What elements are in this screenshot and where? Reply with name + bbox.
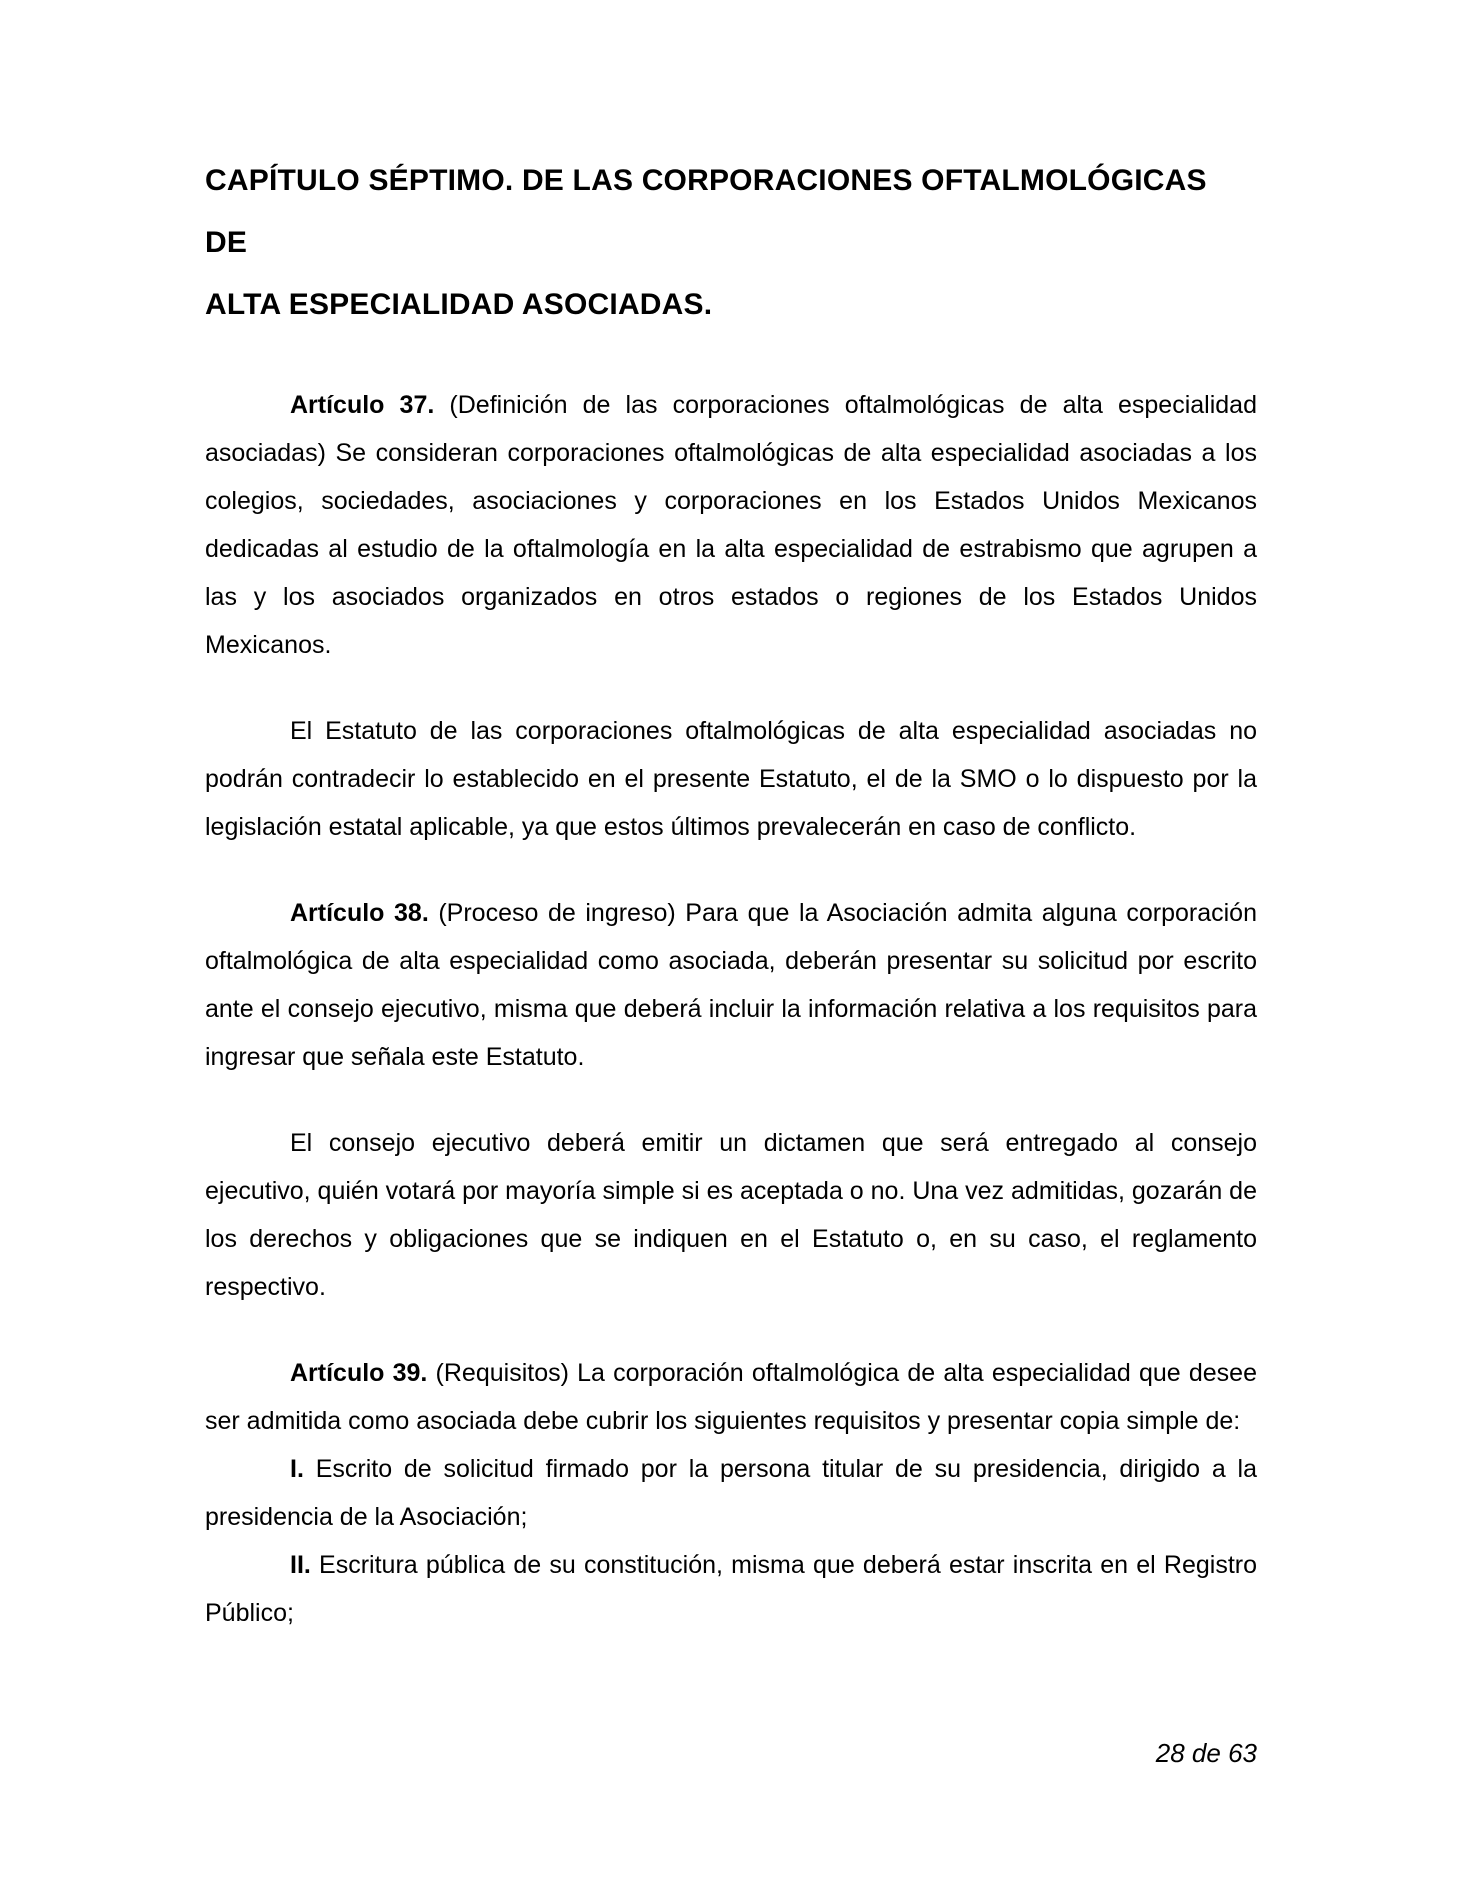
article-38-paragraph — [205, 889, 1257, 1081]
page-title — [205, 150, 1257, 336]
page-title-line-1: CAPÍTULO SÉPTIMO. DE LAS CORPORACIONES OFTALMOLÓGICAS DE — [205, 164, 1207, 259]
article-39-paragraph — [205, 1349, 1257, 1445]
requirement-item-2-numeral: II. — [290, 1551, 311, 1579]
article-38-text: (Proceso de ingreso) Para que la Asociación admita alguna corporación oftalmológica de alta especialidad como asociada, deberán presentar su solicitud por escrito ante el consejo ejecutivo, misma que deberá incluir la información relativa a los requisitos para ingresar que señala este Estatuto. — [205, 899, 1257, 1071]
estatuto-paragraph: El Estatuto de las corporaciones oftalmológicas de alta especialidad asociadas no podrán contradecir lo establecido en el presente Estatuto, el de la SMO o lo dispuesto por la legislación estatal aplicable, ya que estos últimos prevalecerán en caso de conflicto. — [205, 717, 1257, 841]
article-37-label: Artículo 37. — [290, 391, 435, 419]
page-number: 28 de 63 — [1155, 1738, 1257, 1768]
article-38-label: Artículo 38. — [290, 899, 429, 927]
consejo-paragraph: El consejo ejecutivo deberá emitir un dictamen que será entregado al consejo ejecutivo, quién votará por mayoría simple si es aceptada o no. Una vez admitidas, gozarán de los derechos y obligaciones que se indiquen en el Estatuto o, en su caso, el reglamento respectivo. — [205, 1129, 1257, 1301]
article-37-text: (Definición de las corporaciones oftalmológicas de alta especialidad asociadas) Se consideran corporaciones oftalmológicas de alta especialidad asociadas a los colegios, sociedades, asociaciones y corporaciones en los Estados Unidos Mexicanos dedicadas al estudio de la oftalmología en la alta especialidad de estrabismo que agrupen a las y los asociados organizados en otros estados o regiones de los Estados Unidos Mexicanos. — [205, 391, 1257, 659]
requirement-item-2 — [205, 1541, 1257, 1637]
requirement-item-1-text: Escrito de solicitud firmado por la persona titular de su presidencia, dirigido a la presidencia de la Asociación; — [205, 1455, 1257, 1531]
requirement-item-1-numeral: I. — [290, 1455, 304, 1483]
requirement-item-1 — [205, 1445, 1257, 1541]
requirement-item-2-text: Escritura pública de su constitución, misma que deberá estar inscrita en el Registro Público; — [205, 1551, 1257, 1627]
article-37-paragraph — [205, 381, 1257, 669]
article-39-label: Artículo 39. — [290, 1359, 428, 1387]
page-title-line-2: ALTA ESPECIALIDAD ASOCIADAS. — [205, 288, 713, 321]
article-39-text: (Requisitos) La corporación oftalmológica de alta especialidad que desee ser admitida como asociada debe cubrir los siguientes requisitos y presentar copia simple de: — [205, 1359, 1257, 1435]
